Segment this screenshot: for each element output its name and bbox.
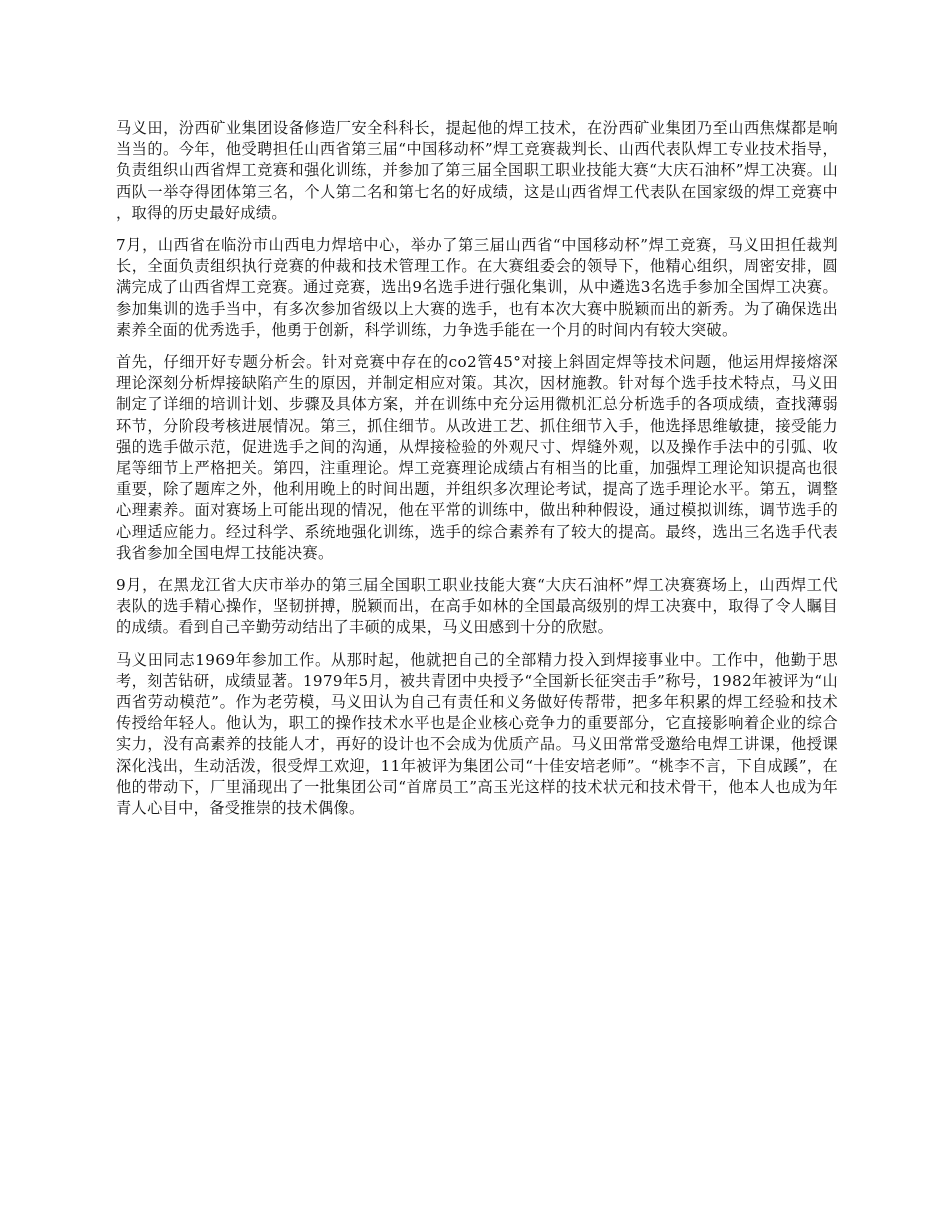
paragraph-5: 马义田同志1969年参加工作。从那时起，他就把自己的全部精力投入到焊接事业中。工作中，他勤于思考，刻苦钻研，成绩显著。1979年5月，被共青团中央授予“全国新长征突击手”称号，1982年被评为“山西省劳动模范”。作为老劳模，马义田认为自己有责任和义务做好传帮带，把多年积累的焊工经验和技术传授给年轻人。他认为，职工的操作技术水平也是企业核心竞争力的重要部分，它直接影响着企业的综合实力，没有高素养的技能人才，再好的设计也不会成为优质产品。马义田常常受邀给电焊工讲课，他授课深化浅出，生动活泼，很受焊工欢迎，11年被评为集团公司“十佳安培老师”。“桃李不言，下自成蹊”，在他的带动下，厂里涌现出了一批集团公司“首席员工”高玉光这样的技术状元和技术骨干，他本人也成为年青人心目中，备受推崇的技术偶像。 — [116, 650, 838, 818]
paragraph-3: 首先，仔细开好专题分析会。针对竞赛中存在的co2管45°对接上斜固定焊等技术问题，他运用焊接熔深理论深刻分析焊接缺陷产生的原因，并制定相应对策。其次，因材施教。针对每个选手技术特点，马义田制定了详细的培训计划、步骤及具体方案，并在训练中充分运用微机汇总分析选手的各项成绩，查找薄弱环节，分阶段考核进展情况。第三，抓住细节。从改进工艺、抓住细节入手，他选择思维敏捷，接受能力强的选手做示范，促进选手之间的沟通，从焊接检验的外观尺寸、焊缝外观，以及操作手法中的引弧、收尾等细节上严格把关。第四，注重理论。焊工竞赛理论成绩占有相当的比重，加强焊工理论知识提高也很重要，除了题库之外，他利用晚上的时间出题，并组织多次理论考试，提高了选手理论水平。第五，调整心理素养。面对赛场上可能出现的情况，他在平常的训练中，做出种种假设，通过模拟训练，调节选手的心理适应能力。经过科学、系统地强化训练，选手的综合素养有了较大的提高。最终，选出三名选手代表我省参加全国电焊工技能决赛。 — [116, 353, 838, 562]
paragraph-2: 7月，山西省在临汾市山西电力焊培中心，举办了第三届山西省“中国移动杯”焊工竞赛，马义田担任裁判长，全面负责组织执行竞赛的仲裁和技术管理工作。在大赛组委会的领导下，他精心组织，周密安排，圆满完成了山西省焊工竞赛。通过竞赛，选出9名选手进行强化集训，从中遴选3名选手参加全国焊工决赛。参加集训的选手当中，有多次参加省级以上大赛的选手，也有本次大赛中脱颖而出的新秀。为了确保选出素养全面的优秀选手，他勇于创新，科学训练，力争选手能在一个月的时间内有较大突破。 — [116, 236, 838, 339]
paragraph-4: 9月，在黑龙江省大庆市举办的第三届全国职工职业技能大赛“大庆石油杯”焊工决赛赛场上，山西焊工代表队的选手精心操作，坚韧拼搏，脱颖而出，在高手如林的全国最高级别的焊工决赛中，取得了令人瞩目的成绩。看到自己辛勤劳动结出了丰硕的成果，马义田感到十分的欣慰。 — [116, 576, 838, 637]
document-body — [116, 118, 838, 830]
paragraph-1: 马义田，汾西矿业集团设备修造厂安全科科长，提起他的焊工技术，在汾西矿业集团乃至山西焦煤都是响当当的。今年，他受聘担任山西省第三届“中国移动杯”焊工竞赛裁判长、山西代表队焊工专业技术指导，负责组织山西省焊工竞赛和强化训练，并参加了第三届全国职工职业技能大赛“大庆石油杯”焊工决赛。山西队一举夺得团体第三名，个人第二名和第七名的好成绩，这是山西省焊工代表队在国家级的焊工竞赛中，取得的历史最好成绩。 — [116, 119, 838, 222]
